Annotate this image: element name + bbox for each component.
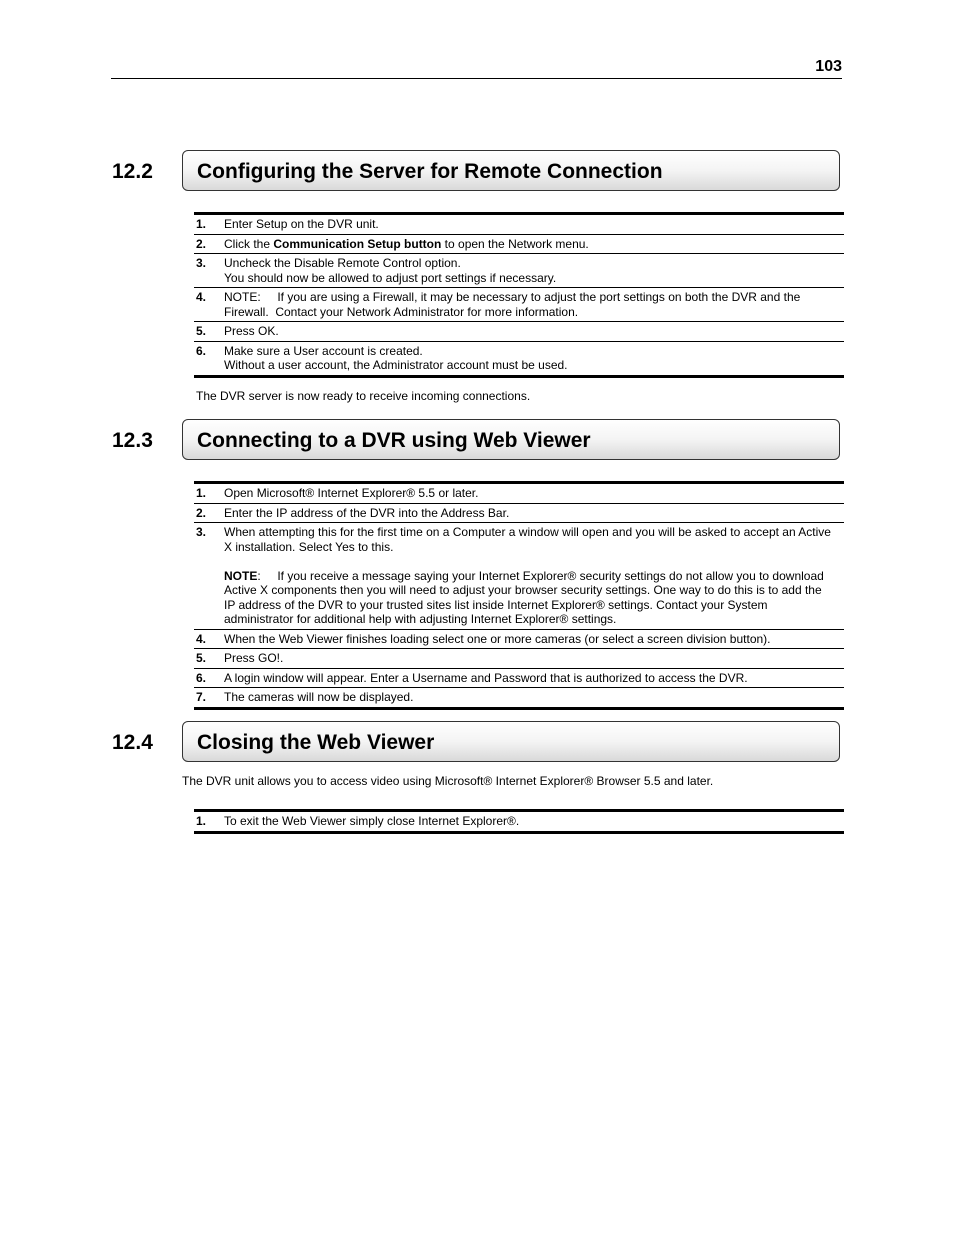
- section-heading-12-3: [0, 419, 954, 463]
- step-row: [194, 523, 844, 630]
- step-number: 5.: [196, 324, 207, 338]
- steps-table-12-4: [194, 809, 844, 834]
- step-number: 4.: [196, 631, 207, 646]
- step-text: Open Microsoft® Internet Explorer® 5.5 or later.: [224, 486, 479, 500]
- step-number: 6.: [196, 670, 207, 685]
- step-row: [194, 484, 844, 504]
- section-title-box: [182, 150, 840, 191]
- step-number: 4.: [196, 290, 207, 304]
- section-title: Connecting to a DVR using Web Viewer: [197, 429, 591, 452]
- steps-table-12-2: [194, 212, 844, 378]
- steps-table-12-3: [194, 481, 844, 710]
- step-row: [194, 688, 844, 707]
- page-number: 103: [815, 58, 842, 75]
- step-text: Without a user account, the Administrator account must be used.: [224, 358, 568, 372]
- section-title: Closing the Web Viewer: [197, 731, 435, 754]
- step-number: 5.: [196, 651, 207, 665]
- step-number: 1.: [196, 217, 207, 231]
- step-row: [194, 649, 844, 669]
- section-number: 12.3: [112, 429, 153, 452]
- step-text: To exit the Web Viewer simply close Internet Explorer®.: [224, 814, 520, 828]
- step-text: Enter Setup on the DVR unit.: [224, 217, 379, 231]
- section-number: 12.2: [112, 160, 153, 183]
- step-row: [194, 288, 844, 322]
- section-title: Configuring the Server for Remote Connection: [197, 160, 663, 183]
- step-text: Click the Communication Setup button to open the Network menu.: [224, 236, 589, 251]
- step-text: Press GO!.: [224, 651, 284, 665]
- step-text: Uncheck the Disable Remote Control option.: [224, 256, 461, 270]
- section-number: 12.4: [112, 731, 153, 754]
- step-number: 2.: [196, 236, 207, 251]
- note-text: NOTE: If you receive a message saying your Internet Explorer® security settings do not allow you to download Active X components then you will need to adjust your browser security settings. One way to do this is to add the IP address of the DVR to your trusted sites list inside Internet Explorer® settings. Contact your System administrator for additional help with adjusting Internet Explorer® settings.: [224, 568, 827, 626]
- step-row: [194, 322, 844, 342]
- step-row: [194, 630, 844, 650]
- step-number: 3.: [196, 256, 207, 270]
- step-number: 1.: [196, 486, 207, 500]
- step-text: When the Web Viewer finishes loading select one or more cameras (or select a screen division button).: [224, 631, 771, 646]
- step-text: You should now be allowed to adjust port settings if necessary.: [224, 270, 557, 285]
- step-row: [194, 812, 844, 831]
- step-row: [194, 504, 844, 524]
- section-heading-12-2: [0, 150, 954, 194]
- note-label: NOTE: [224, 568, 258, 583]
- step-text: Press OK.: [224, 324, 279, 338]
- step-text: Enter the IP address of the DVR into the Address Bar.: [224, 505, 510, 520]
- step-text: Make sure a User account is created.: [224, 343, 423, 358]
- communication-setup-button-label: Communication Setup button: [273, 236, 442, 251]
- step-row: [194, 254, 844, 288]
- step-row: [194, 342, 844, 375]
- step-number: 6.: [196, 343, 207, 358]
- intro-text: The DVR unit allows you to access video using Microsoft® Internet Explorer® Browser 5.5 and later.: [182, 774, 714, 788]
- after-text: The DVR server is now ready to receive incoming connections.: [196, 389, 531, 403]
- step-text: When attempting this for the first time on a Computer a window will open and you will be asked to accept an Active X installation. Select Yes to this.: [224, 525, 831, 554]
- step-number: 3.: [196, 525, 207, 539]
- step-text: NOTE: If you are using a Firewall, it may be necessary to adjust the port settings on both the DVR and the Firewall. Contact your Network Administrator for more information.: [224, 290, 804, 319]
- step-text: A login window will appear. Enter a Username and Password that is authorized to access the DVR.: [224, 670, 748, 685]
- step-row: [194, 235, 844, 255]
- step-number: 2.: [196, 505, 207, 520]
- step-number: 7.: [196, 690, 207, 704]
- step-row: [194, 669, 844, 689]
- step-row: [194, 215, 844, 235]
- section-title-box: [182, 721, 840, 762]
- section-title-box: [182, 419, 840, 460]
- step-text: The cameras will now be displayed.: [224, 690, 414, 704]
- header-rule: [111, 78, 842, 79]
- step-number: 1.: [196, 814, 207, 828]
- section-heading-12-4: [0, 721, 954, 765]
